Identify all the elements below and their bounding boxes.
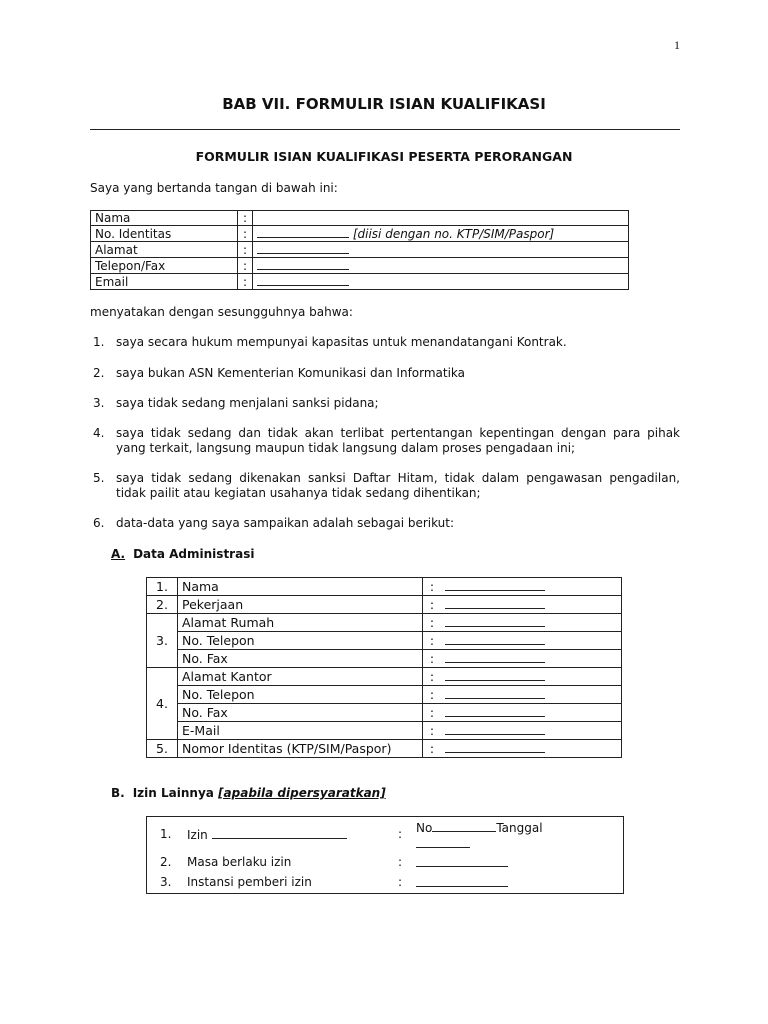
section-letter: B. <box>111 786 125 800</box>
statement-number: 2. <box>93 366 105 380</box>
fill-blank <box>445 704 545 717</box>
row-colon: : <box>398 855 403 869</box>
identity-id-note: [diisi dengan no. KTP/SIM/Paspor] <box>352 227 555 241</box>
statement-item <box>90 335 680 350</box>
statement-intro: menyatakan dengan sesungguhnya bahwa: <box>90 305 353 319</box>
identity-label: Telepon/Fax <box>91 258 238 274</box>
row-colon: : <box>398 875 403 889</box>
value-field[interactable] <box>441 668 622 686</box>
page-number: 1 <box>674 38 680 52</box>
row-colon: : <box>423 578 442 596</box>
row-colon: : <box>423 632 442 650</box>
row-label: Alamat Kantor <box>178 668 423 686</box>
row-number: 1. <box>147 578 178 596</box>
admin-row <box>147 722 622 740</box>
section-title: Data Administrasi <box>133 547 255 561</box>
identity-row-phone <box>91 258 629 274</box>
statement-text: saya tidak sedang dikenakan sanksi Daftar Hitam, tidak dalam pengawasan pengadilan, tidak pailit atau kegiatan usahanya tidak sedang dihentikan; <box>116 471 680 500</box>
value-field[interactable] <box>416 875 508 890</box>
permit-date-label: Tanggal <box>496 821 543 835</box>
identity-colon: : <box>238 258 253 274</box>
fill-blank <box>257 242 349 254</box>
row-number: 4. <box>147 668 178 740</box>
admin-row <box>147 686 622 704</box>
row-number: 3. <box>147 614 178 668</box>
row-colon: : <box>423 722 442 740</box>
row-label: Izin <box>187 828 208 842</box>
row-number: 1. <box>160 827 172 841</box>
row-colon: : <box>423 704 442 722</box>
identity-row-id <box>91 226 629 242</box>
fill-blank <box>445 668 545 681</box>
chapter-title: BAB VII. FORMULIR ISIAN KUALIFIKASI <box>222 95 546 113</box>
row-number: 5. <box>147 740 178 758</box>
admin-row <box>147 668 622 686</box>
identity-colon: : <box>238 274 253 290</box>
identity-value-name[interactable] <box>253 211 629 226</box>
row-label: Masa berlaku izin <box>187 855 292 869</box>
statement-text: saya secara hukum mempunyai kapasitas untuk menandatangani Kontrak. <box>116 335 567 349</box>
statement-text: data-data yang saya sampaikan adalah sebagai berikut: <box>116 516 455 530</box>
row-colon: : <box>423 596 442 614</box>
fill-blank <box>445 578 545 591</box>
identity-table <box>90 210 629 290</box>
permit-label-row <box>187 827 347 842</box>
statement-item <box>90 516 680 531</box>
form-title: FORMULIR ISIAN KUALIFIKASI PESERTA PERORANGAN <box>195 149 573 164</box>
permit-value[interactable] <box>416 820 543 835</box>
fill-blank[interactable] <box>212 827 347 839</box>
statement-number: 1. <box>93 335 105 349</box>
admin-row <box>147 740 622 758</box>
section-title-note: [apabila dipersyaratkan] <box>218 786 386 800</box>
identity-colon: : <box>238 242 253 258</box>
statement-text: saya bukan ASN Kementerian Komunikasi dan Informatika <box>116 366 466 380</box>
fill-blank <box>257 258 349 270</box>
section-title: Izin Lainnya <box>132 786 214 800</box>
fill-blank <box>445 686 545 699</box>
identity-value-phone[interactable] <box>253 258 629 274</box>
statement-text: saya tidak sedang menjalani sanksi pidana; <box>116 396 379 410</box>
fill-blank <box>416 875 508 887</box>
row-label: Nomor Identitas (KTP/SIM/Paspor) <box>178 740 423 758</box>
row-colon: : <box>398 827 403 841</box>
fill-blank <box>445 740 545 753</box>
fill-blank <box>257 226 349 238</box>
row-colon: : <box>423 740 442 758</box>
title-divider <box>90 129 680 130</box>
identity-value-id[interactable] <box>253 226 629 242</box>
statement-item <box>90 366 680 381</box>
section-letter: A. <box>111 547 126 561</box>
statement-item <box>90 471 680 501</box>
fill-blank <box>445 596 545 609</box>
permit-no-label: No <box>416 821 433 835</box>
value-field[interactable] <box>441 632 622 650</box>
fill-blank <box>416 836 470 848</box>
admin-row <box>147 632 622 650</box>
identity-label: Nama <box>91 211 238 226</box>
value-field[interactable] <box>441 686 622 704</box>
identity-label: Email <box>91 274 238 290</box>
fill-blank <box>445 632 545 645</box>
statement-number: 6. <box>93 516 105 530</box>
identity-value-email[interactable] <box>253 274 629 290</box>
row-label: No. Fax <box>178 704 423 722</box>
value-field[interactable] <box>441 740 622 758</box>
identity-label: Alamat <box>91 242 238 258</box>
admin-row <box>147 650 622 668</box>
identity-row-name <box>91 211 629 226</box>
permit-date-blank[interactable] <box>416 836 470 851</box>
admin-row <box>147 578 622 596</box>
row-number: 3. <box>160 875 172 889</box>
value-field[interactable] <box>441 650 622 668</box>
row-label: No. Telepon <box>178 686 423 704</box>
admin-row <box>147 596 622 614</box>
fill-blank <box>257 274 349 286</box>
statement-number: 3. <box>93 396 105 410</box>
fill-blank <box>416 855 508 867</box>
row-label: No. Telepon <box>178 632 423 650</box>
identity-label: No. Identitas <box>91 226 238 242</box>
value-field[interactable] <box>441 614 622 632</box>
fill-blank <box>432 820 496 832</box>
row-label: Pekerjaan <box>178 596 423 614</box>
row-label: Alamat Rumah <box>178 614 423 632</box>
administrative-data-table <box>146 577 622 758</box>
row-colon: : <box>423 686 442 704</box>
row-colon: : <box>423 650 442 668</box>
row-label: Instansi pemberi izin <box>187 875 312 889</box>
admin-row <box>147 704 622 722</box>
row-number: 2. <box>147 596 178 614</box>
row-label: E-Mail <box>178 722 423 740</box>
statement-item <box>90 396 680 411</box>
identity-value-address[interactable] <box>253 242 629 258</box>
value-field[interactable] <box>416 855 508 870</box>
row-colon: : <box>423 614 442 632</box>
fill-blank <box>445 650 545 663</box>
statement-text: saya tidak sedang dan tidak akan terlibat pertentangan kepentingan dengan para pihak yang terkait, langsung maupun tidak langsung dalam proses pengadaan ini; <box>116 426 680 455</box>
value-field[interactable] <box>441 722 622 740</box>
row-colon: : <box>423 668 442 686</box>
statement-number: 5. <box>93 471 105 485</box>
admin-row <box>147 614 622 632</box>
value-field[interactable] <box>441 578 622 596</box>
row-label: Nama <box>178 578 423 596</box>
row-number: 2. <box>160 855 172 869</box>
identity-row-address <box>91 242 629 258</box>
statement-number: 4. <box>93 426 105 440</box>
intro-text: Saya yang bertanda tangan di bawah ini: <box>90 181 338 195</box>
row-label: No. Fax <box>178 650 423 668</box>
identity-colon: : <box>238 226 253 242</box>
section-b-heading <box>111 786 386 800</box>
statement-item <box>90 426 680 456</box>
identity-row-email <box>91 274 629 290</box>
value-field[interactable] <box>441 596 622 614</box>
fill-blank <box>445 722 545 735</box>
value-field[interactable] <box>441 704 622 722</box>
identity-colon: : <box>238 211 253 226</box>
section-a-heading <box>111 547 254 561</box>
fill-blank <box>445 614 545 627</box>
